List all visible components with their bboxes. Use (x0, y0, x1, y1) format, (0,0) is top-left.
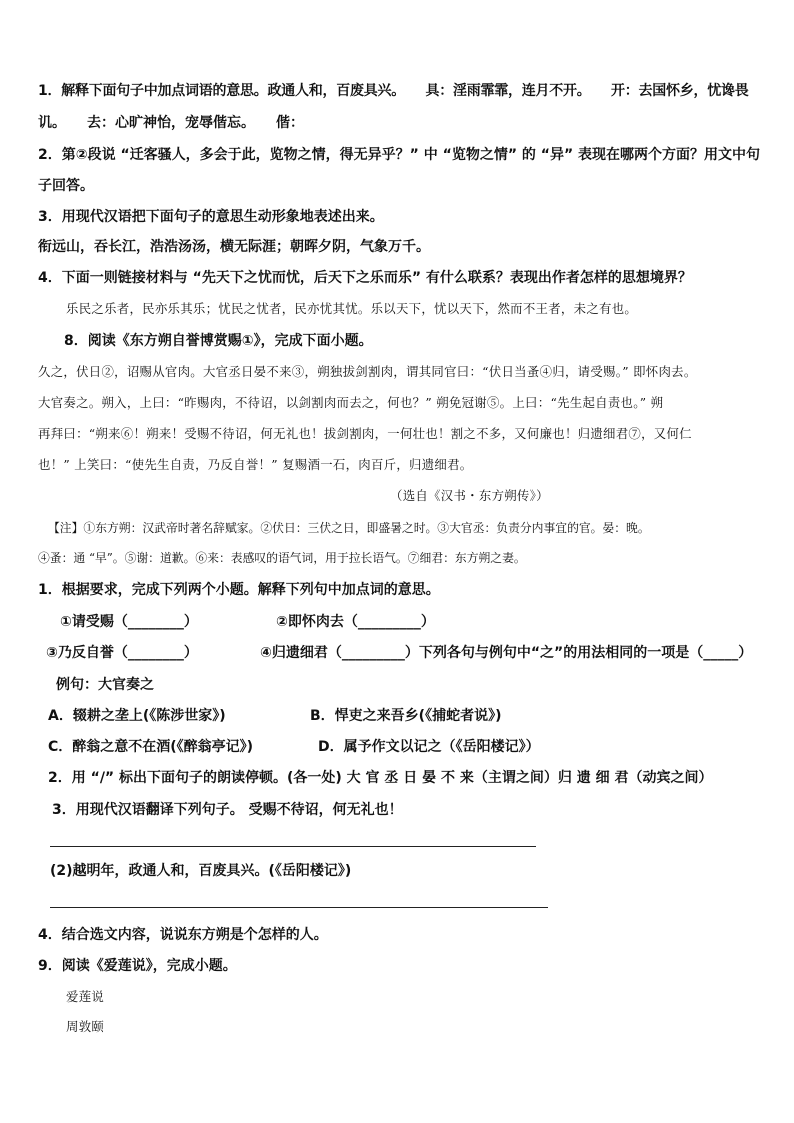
question-2-text: 2．第②段说 “迁客骚人，多会于此，览物之情，得无异乎？” 中 “览物之情” 的 “异” 表现在哪两个方面？用文中句 (38, 147, 760, 163)
question-2-text-continued: 子回答。 (38, 178, 94, 194)
reading-8-heading: 8．阅读《东方朔自誉博赏赐①》，完成下面小题。 (64, 333, 373, 349)
answer-line-2 (50, 907, 548, 908)
question-3-text: 3．用现代汉语把下面句子的意思生动形象地表述出来。 (38, 209, 384, 225)
link-material: 乐民之乐者，民亦乐其乐；忧民之忧者，民亦忧其忧。乐以天下，忧以天下，然而不王者，未之有也。 (66, 301, 638, 316)
option-b: B．悍吏之来吾乡(《捕蛇者说》) (310, 708, 502, 724)
answer-line-1 (50, 846, 536, 847)
blank-1: ①请受赐（________） (60, 614, 198, 630)
translation-item-2: (2)越明年，政通人和，百废具兴。(《岳阳楼记》) (50, 863, 352, 879)
subquestion-2-text: 2．用 “/” 标出下面句子的朗读停顿。(各一处) 大 官 丞 日 晏 不 来（主谓之间）归 遗 细 君（动宾之间） (48, 770, 713, 786)
essay-title: 爱莲说 (66, 989, 105, 1004)
option-d: D．属予作文以记之（《岳阳楼记》） (318, 739, 540, 755)
option-c: C．醉翁之意不在酒(《醉翁亭记》) (48, 739, 254, 755)
blank-3: ③乃反自誉（________） (46, 645, 198, 661)
passage-line-3: 再拜曰：“朔来⑥！朔来！受赐不待诏，何无礼也！拔剑割肉，一何壮也！割之不多，又何廉也！归遗细君⑦，又何仁 (38, 426, 692, 441)
passage-line-1: 久之，伏日②，诏赐从官肉。大官丞日晏不来③，朔独拔剑割肉，谓其同官曰：“伏日当蚤④归，请受赐。” 即怀肉去。 (38, 364, 697, 379)
subquestion-1-text: 1．根据要求，完成下列两个小题。解释下列句中加点词的意思。 (38, 582, 440, 598)
passage-line-4: 也！” 上笑曰：“使先生自责，乃反自誉！” 复赐酒一石，肉百斤，归遗细君。 (38, 457, 473, 472)
blank-2: ②即怀肉去（_________） (276, 614, 435, 630)
blank-4-and-choice-question: ④归遗细君（_________）下列各句与例句中“之”的用法相同的一项是（_____） (260, 645, 753, 661)
passage-line-2: 大官奏之。朔入，上曰：“昨赐肉，不待诏，以剑割肉而去之，何也？” 朔免冠谢⑤。上曰：“先生起自责也。” 朔 (38, 395, 664, 410)
option-a: A．辍耕之垄上(《陈涉世家》) (48, 708, 226, 724)
essay-author: 周敦颐 (66, 1019, 105, 1034)
example-sentence: 例句：大官奏之 (56, 677, 154, 693)
question-4-text: 4．下面一则链接材料与 “先天下之忧而忧，后天下之乐而乐” 有什么联系？表现出作者怎样的思想境界？ (38, 270, 692, 286)
question-3-quote: 衔远山，吞长江，浩浩汤汤，横无际涯；朝晖夕阴，气象万千。 (38, 239, 430, 255)
subquestion-4-text: 4．结合选文内容，说说东方朔是个怎样的人。 (38, 927, 328, 943)
question-1-text: 1．解释下面句子中加点词语的意思。政通人和，百废具兴。 具：淫雨霏霏，连月不开。 开：去国怀乡，忧谗畏 (38, 83, 749, 99)
subquestion-3-text: 3．用现代汉语翻译下列句子。 受赐不待诏，何无礼也！ (52, 802, 403, 818)
passage-source: （选自《汉书・东方朔传》） (390, 488, 549, 503)
annotation-line-2: ④蚤：通 “早”。⑤谢：道歉。⑥来：表感叹的语气词，用于拉长语气。⑦细君：东方朔之妻。 (38, 551, 526, 565)
reading-9-heading: 9．阅读《爱莲说》，完成小题。 (38, 958, 237, 974)
question-1-text-continued: 讥。 去：心旷神怡，宠辱偕忘。 偕： (38, 115, 304, 131)
annotation-line-1: 【注】①东方朔：汉武帝时著名辞赋家。②伏日：三伏之日，即盛暑之时。③大官丞：负责分内事宜的官。晏：晚。 (48, 521, 650, 535)
